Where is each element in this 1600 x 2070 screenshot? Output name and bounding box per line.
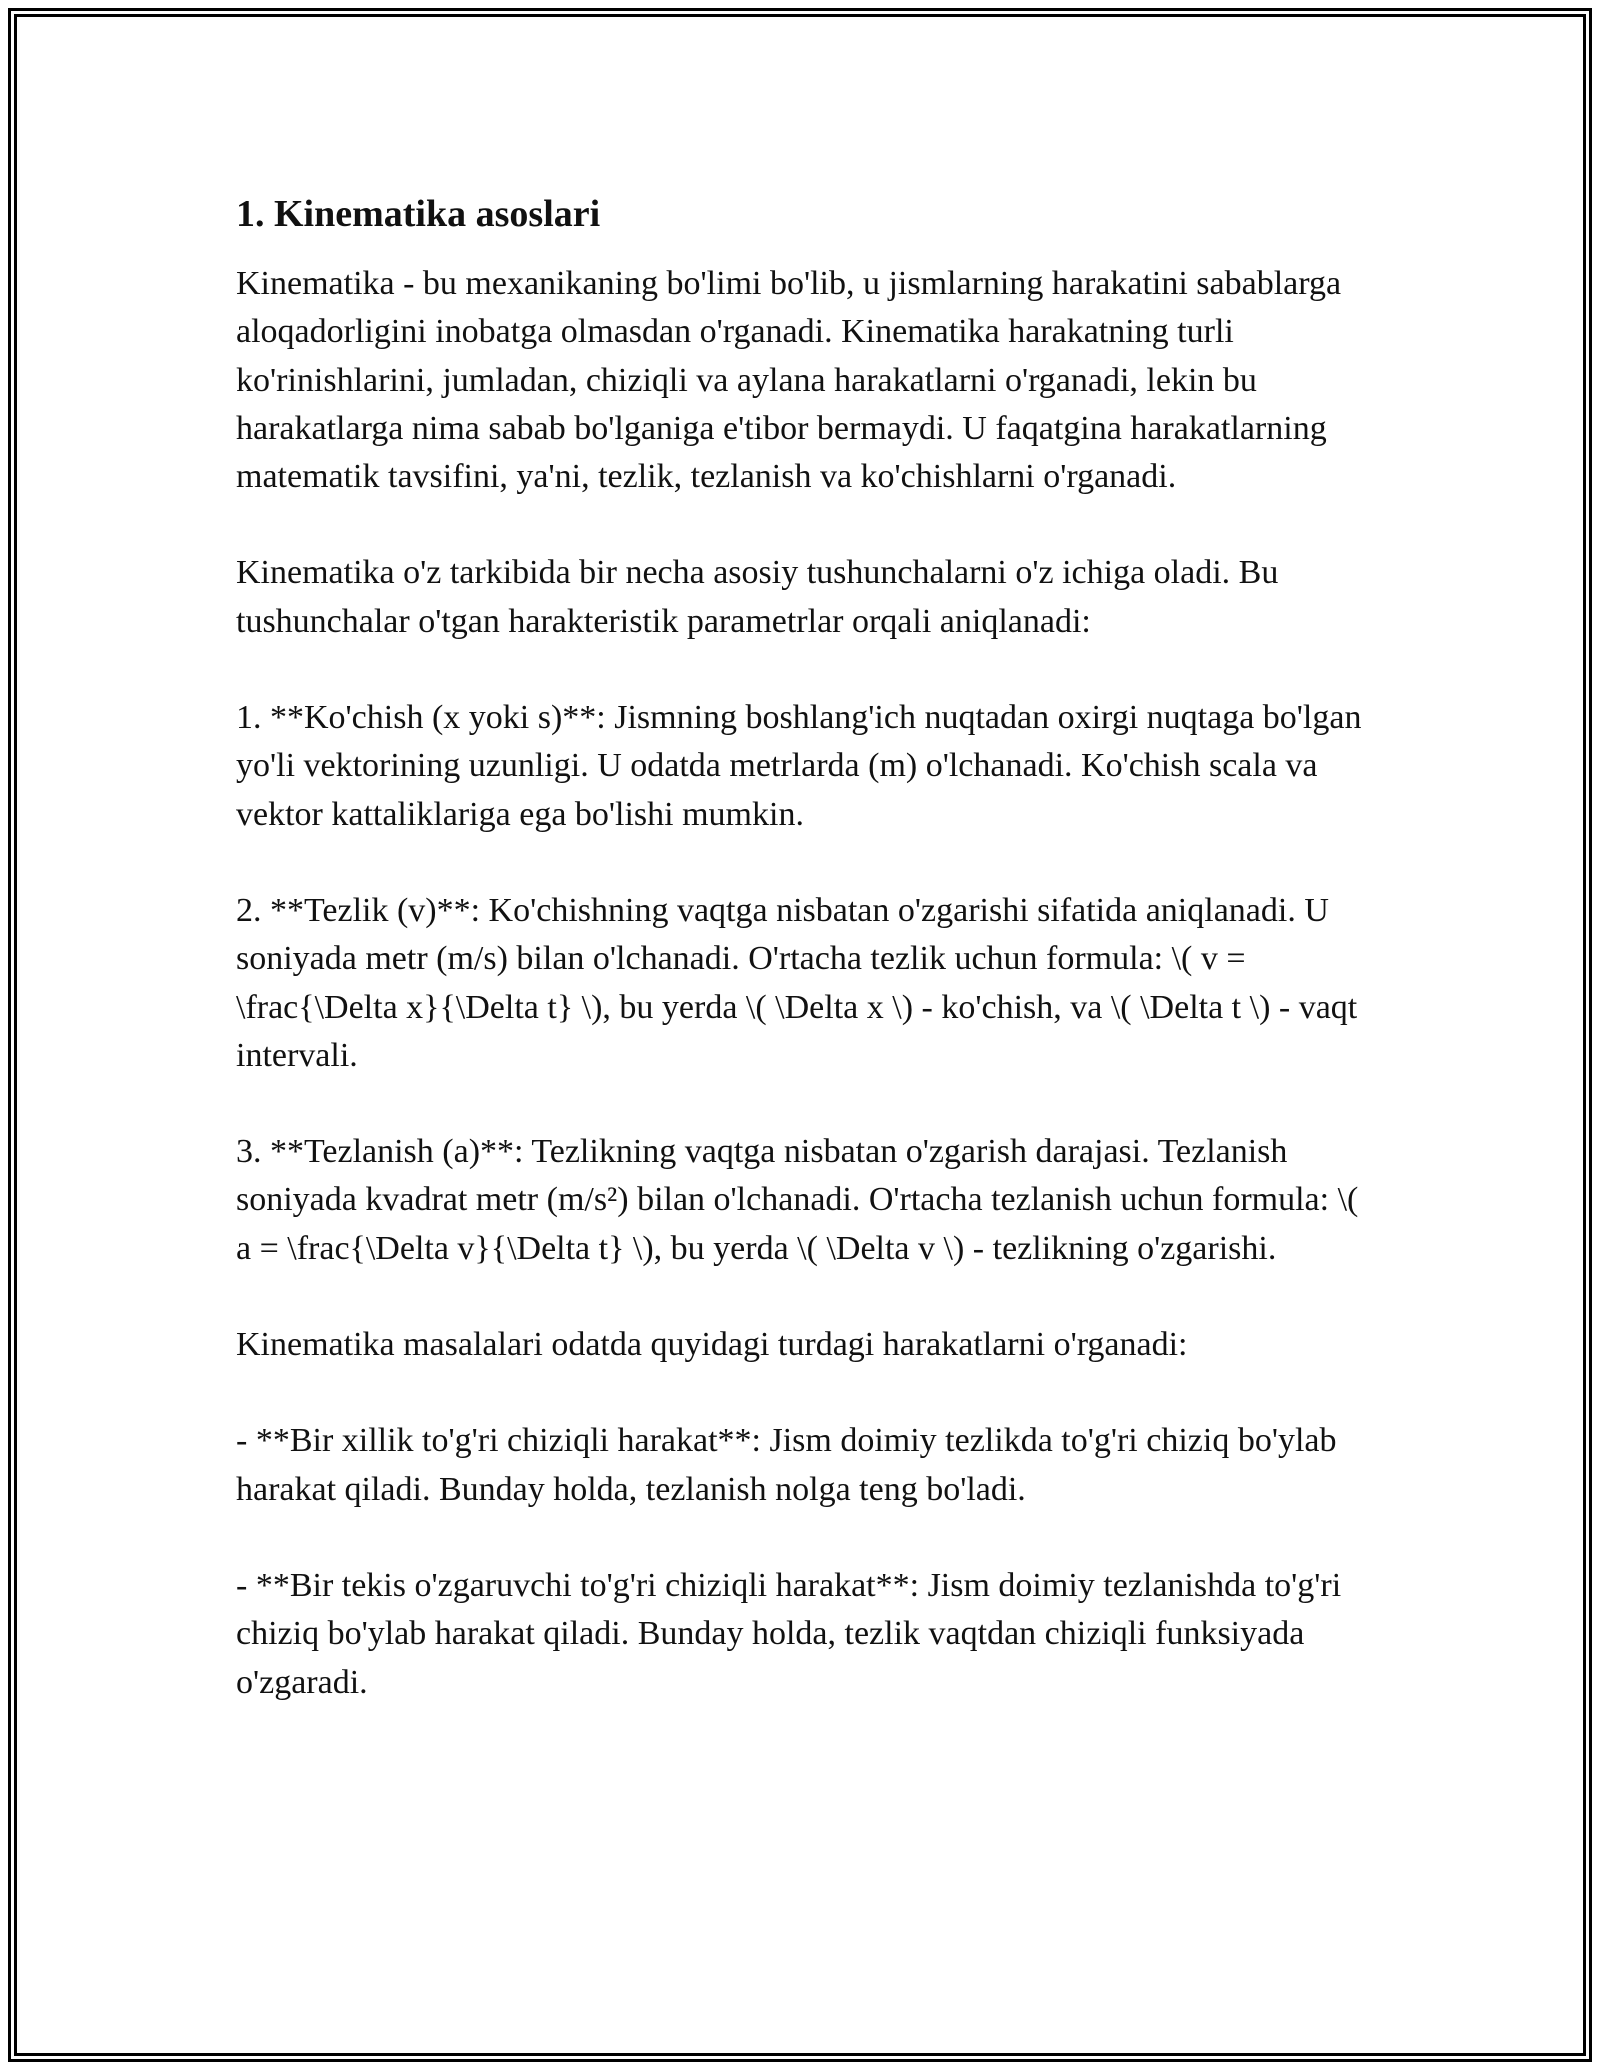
paragraph-uniform-motion: - **Bir xillik to'g'ri chiziqli harakat**: Jism doimiy tezlikda to'g'ri chiziq bo'ylab harakat qiladi. Bunday holda, tezlanish nolga teng bo'ladi.: [236, 1422, 1337, 1508]
section-heading: 1. Kinematika asoslari: [236, 193, 601, 235]
paragraph-problems-intro: Kinematika masalalari odatda quyidagi turdagi harakatlarni o'rganadi:: [236, 1326, 1188, 1364]
paragraph-displacement: 1. **Ko'chish (x yoki s)**: Jismning boshlang'ich nuqtadan oxirgi nuqtaga bo'lgan yo'li vektorining uzunligi. U odatda metrlarda (m) o'lchanadi. Ko'chish scala va vektor kattaliklariga ega bo'lishi mumkin.: [236, 699, 1362, 833]
paragraph-accelerated-motion: - **Bir tekis o'zgaruvchi to'g'ri chiziqli harakat**: Jism doimiy tezlanishda to'g'ri chiziq bo'ylab harakat qiladi. Bunday holda, tezlik vaqtdan chiziqli funksiyada o'zgaradi.: [236, 1566, 1342, 1701]
paragraph-acceleration: 3. **Tezlanish (a)**: Tezlikning vaqtga nisbatan o'zgarish darajasi. Tezlanish soniyada kvadrat metr (m/s²) bilan o'lchanadi. O'rtacha tezlanish uchun formula: \( a = \frac{\Delta v}{\Delta t} \), bu yerda \( \Delta v \) - tezlikning o'zgarishi.: [236, 1133, 1359, 1267]
paragraph-velocity: 2. **Tezlik (v)**: Ko'chishning vaqtga nisbatan o'zgarishi sifatida aniqlanadi. U soniyada metr (m/s) bilan o'lchanadi. O'rtacha tezlik uchun formula: \( v = \frac{\Delta x}{\Delta t} \), bu yerda \( \Delta x \) - ko'chish, va \( \Delta t \) - vaqt intervali.: [236, 891, 1358, 1074]
paragraph-concepts-intro: Kinematika o'z tarkibida bir necha asosiy tushunchalarni o'z ichiga oladi. Bu tushunchalar o'tgan harakteristik parametrlar orqali aniqlanadi:: [236, 554, 1279, 640]
paragraph-intro: Kinematika - bu mexanikaning bo'limi bo'lib, u jismlarning harakatini sabablarga aloqadorligini inobatga olmasdan o'rganadi. Kinematika harakatning turli ko'rinishlarini, jumladan, chiziqli va aylana harakatlarni o'rganadi, lekin bu harakatlarga nima sabab bo'lganiga e'tibor bermaydi. U faqatgina harakatlarning matematik tavsifini, ya'ni, tezlik, tezlanish va ko'chishlarni o'rganadi.: [236, 265, 1342, 496]
document-body: [236, 186, 1366, 1755]
